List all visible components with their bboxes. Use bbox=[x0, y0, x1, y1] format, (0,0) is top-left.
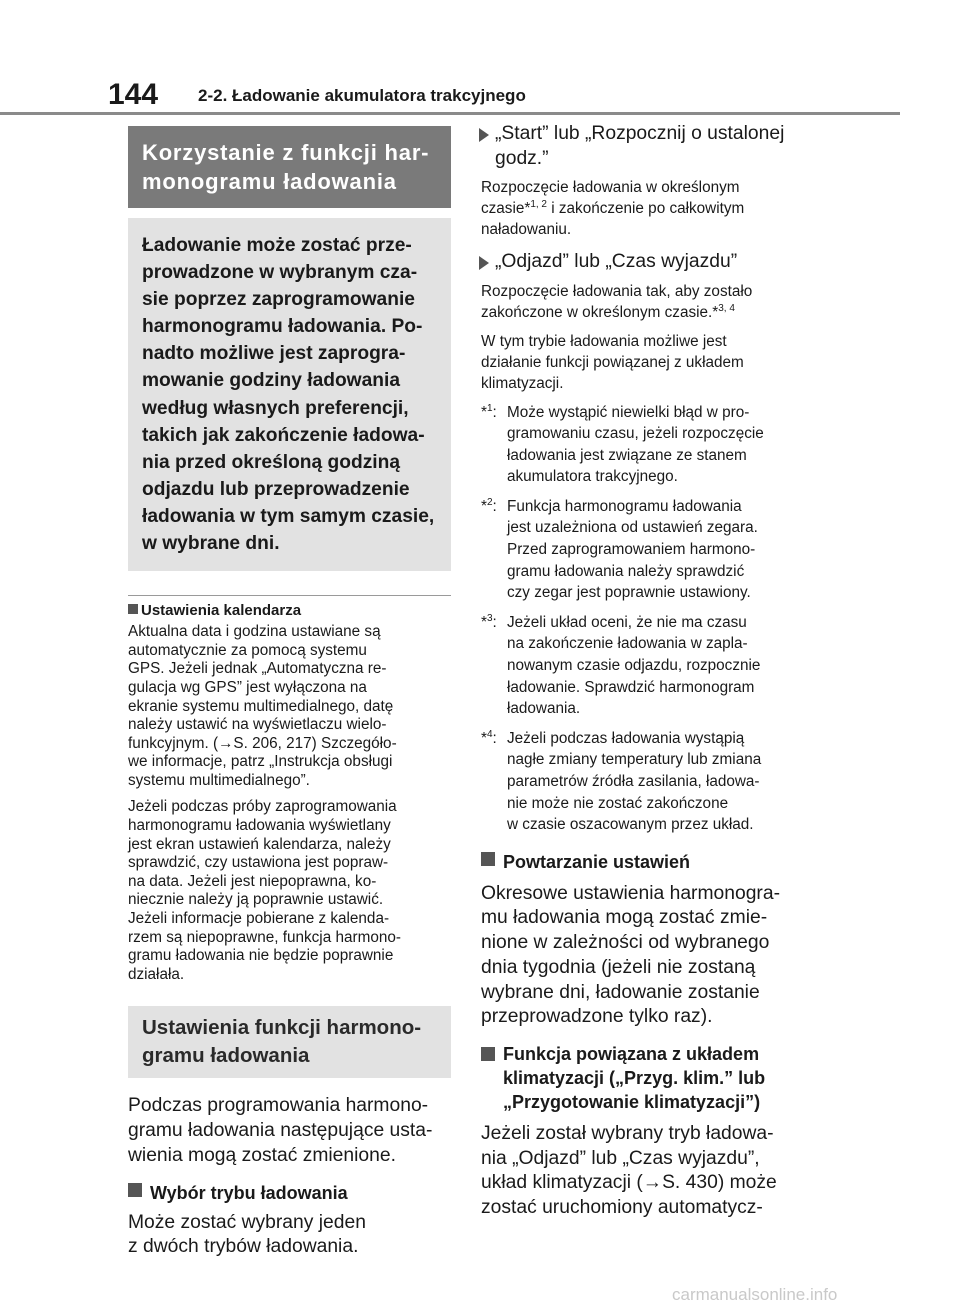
heading-line: Funkcja powiązana z układem bbox=[503, 1044, 760, 1064]
text-line: Rozpoczęcie ładowania w określonym bbox=[481, 179, 740, 196]
square-bullet-icon bbox=[481, 1047, 495, 1061]
text-line: Jeżeli podczas ładowania wystąpią bbox=[507, 729, 745, 747]
text-line: przeprowadzone tylko raz). bbox=[481, 1006, 713, 1028]
intro-line: takich jak zakończenie ładowa- bbox=[142, 424, 425, 446]
footnote-ref: 1, 2 bbox=[530, 198, 547, 210]
text-line: ekranie systemu multimedialnego, datę bbox=[128, 697, 394, 715]
intro-line: sie poprzez zaprogramowanie bbox=[142, 289, 415, 311]
banner-line: monogramu ładowania bbox=[142, 169, 397, 194]
text-line: gulacja wg GPS” jest wyłączona na bbox=[128, 678, 367, 696]
page-number: 144 bbox=[108, 78, 159, 111]
heading-line: „Przygotowanie klimatyzacji”) bbox=[503, 1092, 761, 1112]
text-line: ładowanie. Sprawdzić harmonogram bbox=[507, 678, 755, 696]
text-line: automatycznie za pomocą systemu bbox=[128, 641, 367, 659]
text-line: Przed zaprogramowaniem harmono- bbox=[507, 541, 756, 559]
text-line: Okresowe ustawienia harmonogra- bbox=[481, 882, 781, 904]
footnote-marker: *$^4$: bbox=[481, 728, 497, 747]
text-line: gramu ładowania nie będzie poprawnie bbox=[128, 947, 394, 965]
intro-line: mowanie godziny ładowania bbox=[142, 370, 401, 392]
text-line: działała. bbox=[128, 965, 185, 983]
intro-line: nadto możliwe jest zaprogra- bbox=[142, 343, 406, 365]
text-line: z dwóch trybów ładowania. bbox=[128, 1236, 359, 1258]
text-line: Aktualna data i godzina ustawiane są bbox=[128, 623, 381, 641]
climate-note bbox=[481, 331, 811, 394]
text-line: Rozpoczęcie ładowania tak, aby zostało bbox=[481, 282, 753, 300]
option-title-line: godz.” bbox=[495, 147, 549, 169]
text-line: nowanym czasie odjazdu, rozpocznie bbox=[507, 657, 761, 675]
triangle-bullet-icon bbox=[479, 128, 489, 142]
section-banner-settings bbox=[128, 1006, 451, 1078]
text-line: we informacje, patrz „Instrukcja obsługi bbox=[128, 753, 393, 771]
option-departure bbox=[481, 250, 811, 275]
mode-heading-text: Wybór trybu ładowania bbox=[150, 1182, 348, 1203]
text-line: czy zegar jest poprawnie ustawiony. bbox=[507, 584, 751, 602]
text-line: układ klimatyzacji (→S. 430) może bbox=[481, 1172, 777, 1194]
text-line: niecznie należy ją poprawnie ustawić. bbox=[128, 891, 384, 909]
footnote-number: 2 bbox=[486, 496, 493, 508]
calendar-paragraph-1 bbox=[128, 623, 451, 790]
text-line: wienia mogą zostać zmienione. bbox=[128, 1144, 396, 1166]
intro-line: według własnych preferencji, bbox=[142, 397, 409, 419]
calendar-heading-text: Ustawienia kalendarza bbox=[141, 602, 302, 620]
text-line bbox=[481, 302, 811, 323]
banner-line: Ustawienia funkcji harmono- bbox=[142, 1016, 422, 1040]
intro-box bbox=[128, 218, 451, 571]
option-start bbox=[481, 122, 811, 171]
text-line: ładowania jest związane ze stanem bbox=[507, 446, 747, 464]
calendar-heading bbox=[128, 601, 451, 621]
square-bullet-icon bbox=[481, 852, 495, 866]
text-line: nia „Odjazd” lub „Czas wyjazdu”, bbox=[481, 1147, 760, 1169]
text-line: na data. Jeżeli jest niepoprawna, ko- bbox=[128, 872, 377, 890]
text-line: GPS. Jeżeli jednak „Automatyczna re- bbox=[128, 660, 387, 678]
option-start-description bbox=[481, 177, 811, 240]
text-line: sprawdzić, czy ustawiona jest popraw- bbox=[128, 854, 389, 872]
text-line: Podczas programowania harmono- bbox=[128, 1095, 429, 1117]
option-title-line: „Start” lub „Rozpocznij o ustalonej bbox=[495, 123, 785, 144]
text-line: rzem są niepoprawne, funkcja harmono- bbox=[128, 928, 401, 946]
climate-paragraph bbox=[481, 1122, 811, 1221]
mode-paragraph bbox=[128, 1211, 451, 1260]
repeat-paragraph bbox=[481, 882, 811, 1030]
footnote-number: 3 bbox=[486, 612, 493, 624]
text-line: Jeżeli układ oceni, że nie ma czasu bbox=[507, 613, 747, 631]
intro-line: odjazdu lub przeprowadzenie bbox=[142, 478, 410, 500]
settings-paragraph bbox=[128, 1094, 451, 1168]
text-line: mu ładowania mogą zostać zmie- bbox=[481, 907, 768, 929]
footnote-number: 4 bbox=[486, 728, 493, 740]
text-line: nione w zależności od wybranego bbox=[481, 932, 770, 954]
text-line: Jeżeli podczas próby zaprogramowania bbox=[128, 798, 397, 816]
chapter-title: 2-2. Ładowanie akumulatora trakcyjnego bbox=[198, 86, 526, 105]
footnote-marker: *$^3$: bbox=[481, 612, 497, 631]
text-line: zostać uruchomiony automatycz- bbox=[481, 1197, 763, 1219]
mode-heading bbox=[128, 1181, 451, 1205]
text-line: Funkcja harmonogramu ładowania bbox=[507, 497, 742, 515]
text-line: naładowaniu. bbox=[481, 221, 572, 238]
text-line: funkcyjnym. (→S. 206, 217) Szczegóło- bbox=[128, 734, 397, 752]
intro-line: Ładowanie może zostać prze- bbox=[142, 235, 412, 256]
banner-line: Korzystanie z funkcji har- bbox=[142, 140, 430, 165]
text-line: jest ekran ustawień kalendarza, należy bbox=[128, 835, 391, 853]
text-line: w czasie oszacowanym przez układ. bbox=[507, 816, 754, 834]
square-bullet-icon bbox=[128, 604, 138, 614]
footnote-4 bbox=[481, 728, 811, 836]
footnote-3 bbox=[481, 612, 811, 720]
text-line: wybrane dni, ładowanie zostanie bbox=[481, 981, 760, 1003]
text-line bbox=[481, 198, 811, 219]
left-column bbox=[128, 126, 451, 1260]
text-line: nie może nie zostać zakończone bbox=[507, 794, 729, 812]
text-fragment: czasie* bbox=[481, 200, 531, 217]
text-line: gramu ładowania należy sprawdzić bbox=[507, 562, 745, 580]
header-divider bbox=[0, 112, 900, 115]
intro-line: ładowania w tym samym czasie, bbox=[142, 505, 435, 527]
text-line: systemu multimedialnego”. bbox=[128, 771, 310, 789]
text-fragment: i zakończenie po całkowitym bbox=[547, 200, 745, 217]
text-line: działanie funkcji powiązanej z układem bbox=[481, 353, 744, 371]
heading-line: klimatyzacji („Przyg. klim.” lub bbox=[503, 1068, 766, 1088]
triangle-bullet-icon bbox=[479, 256, 489, 270]
text-line: Może zostać wybrany jeden bbox=[128, 1211, 366, 1233]
text-line: W tym trybie ładowania możliwe jest bbox=[481, 332, 727, 350]
text-line: akumulatora trakcyjnego. bbox=[507, 468, 678, 486]
intro-line: w wybrane dni. bbox=[142, 533, 280, 555]
text-line: jest uzależniona od ustawień zegara. bbox=[507, 519, 758, 537]
banner-line: gramu ładowania bbox=[142, 1044, 310, 1068]
text-line: Może wystąpić niewielki błąd w pro- bbox=[507, 403, 750, 421]
text-line: klimatyzacji. bbox=[481, 374, 564, 392]
page-header bbox=[0, 0, 960, 116]
climate-heading bbox=[481, 1042, 811, 1114]
text-line: gramu ładowania następujące usta- bbox=[128, 1120, 433, 1142]
intro-line: prowadzone w wybranym cza- bbox=[142, 262, 418, 284]
text-line: nagłe zmiany temperatury lub zmiana bbox=[507, 751, 762, 769]
option-departure-description bbox=[481, 281, 811, 323]
intro-line: nia przed określoną godziną bbox=[142, 451, 401, 473]
calendar-paragraph-2 bbox=[128, 798, 451, 984]
intro-line: harmonogramu ładowania. Po- bbox=[142, 316, 423, 338]
footnote-marker: *$^2$: bbox=[481, 496, 497, 515]
watermark: carmanualsonline.info bbox=[672, 1285, 838, 1304]
footnote-1 bbox=[481, 402, 811, 488]
text-line: ładowania. bbox=[507, 700, 581, 718]
text-line: parametrów źródła zasilania, ładowa- bbox=[507, 773, 760, 790]
text-line: harmonogramu ładowania wyświetlany bbox=[128, 817, 391, 835]
repeat-heading bbox=[481, 850, 811, 874]
option-title-line: „Odjazd” lub „Czas wyjazdu” bbox=[495, 251, 738, 272]
square-bullet-icon bbox=[128, 1183, 142, 1197]
footnote-number: 1 bbox=[486, 402, 493, 414]
repeat-heading-text: Powtarzanie ustawień bbox=[503, 851, 691, 872]
text-line: Jeżeli został wybrany tryb ładowa- bbox=[481, 1123, 774, 1144]
footnote-2 bbox=[481, 496, 811, 604]
footnote-ref: 3, 4 bbox=[718, 302, 735, 314]
text-line: należy ustawić na wyświetlaczu wielo- bbox=[128, 716, 387, 734]
text-line: dnia tygodnia (jeżeli nie zostaną bbox=[481, 956, 756, 978]
right-column bbox=[481, 122, 811, 1221]
text-line: na zakończenie ładowania w zapla- bbox=[507, 635, 748, 653]
section-divider bbox=[128, 595, 451, 596]
text-fragment: zakończone w określonym czasie.* bbox=[481, 303, 719, 321]
text-line: gramowaniu czasu, jeżeli rozpoczęcie bbox=[507, 425, 764, 443]
text-line: Jeżeli informacje pobierane z kalenda- bbox=[128, 910, 390, 928]
footnote-marker: *$^1$: bbox=[481, 402, 497, 421]
section-banner-schedule bbox=[128, 126, 451, 208]
